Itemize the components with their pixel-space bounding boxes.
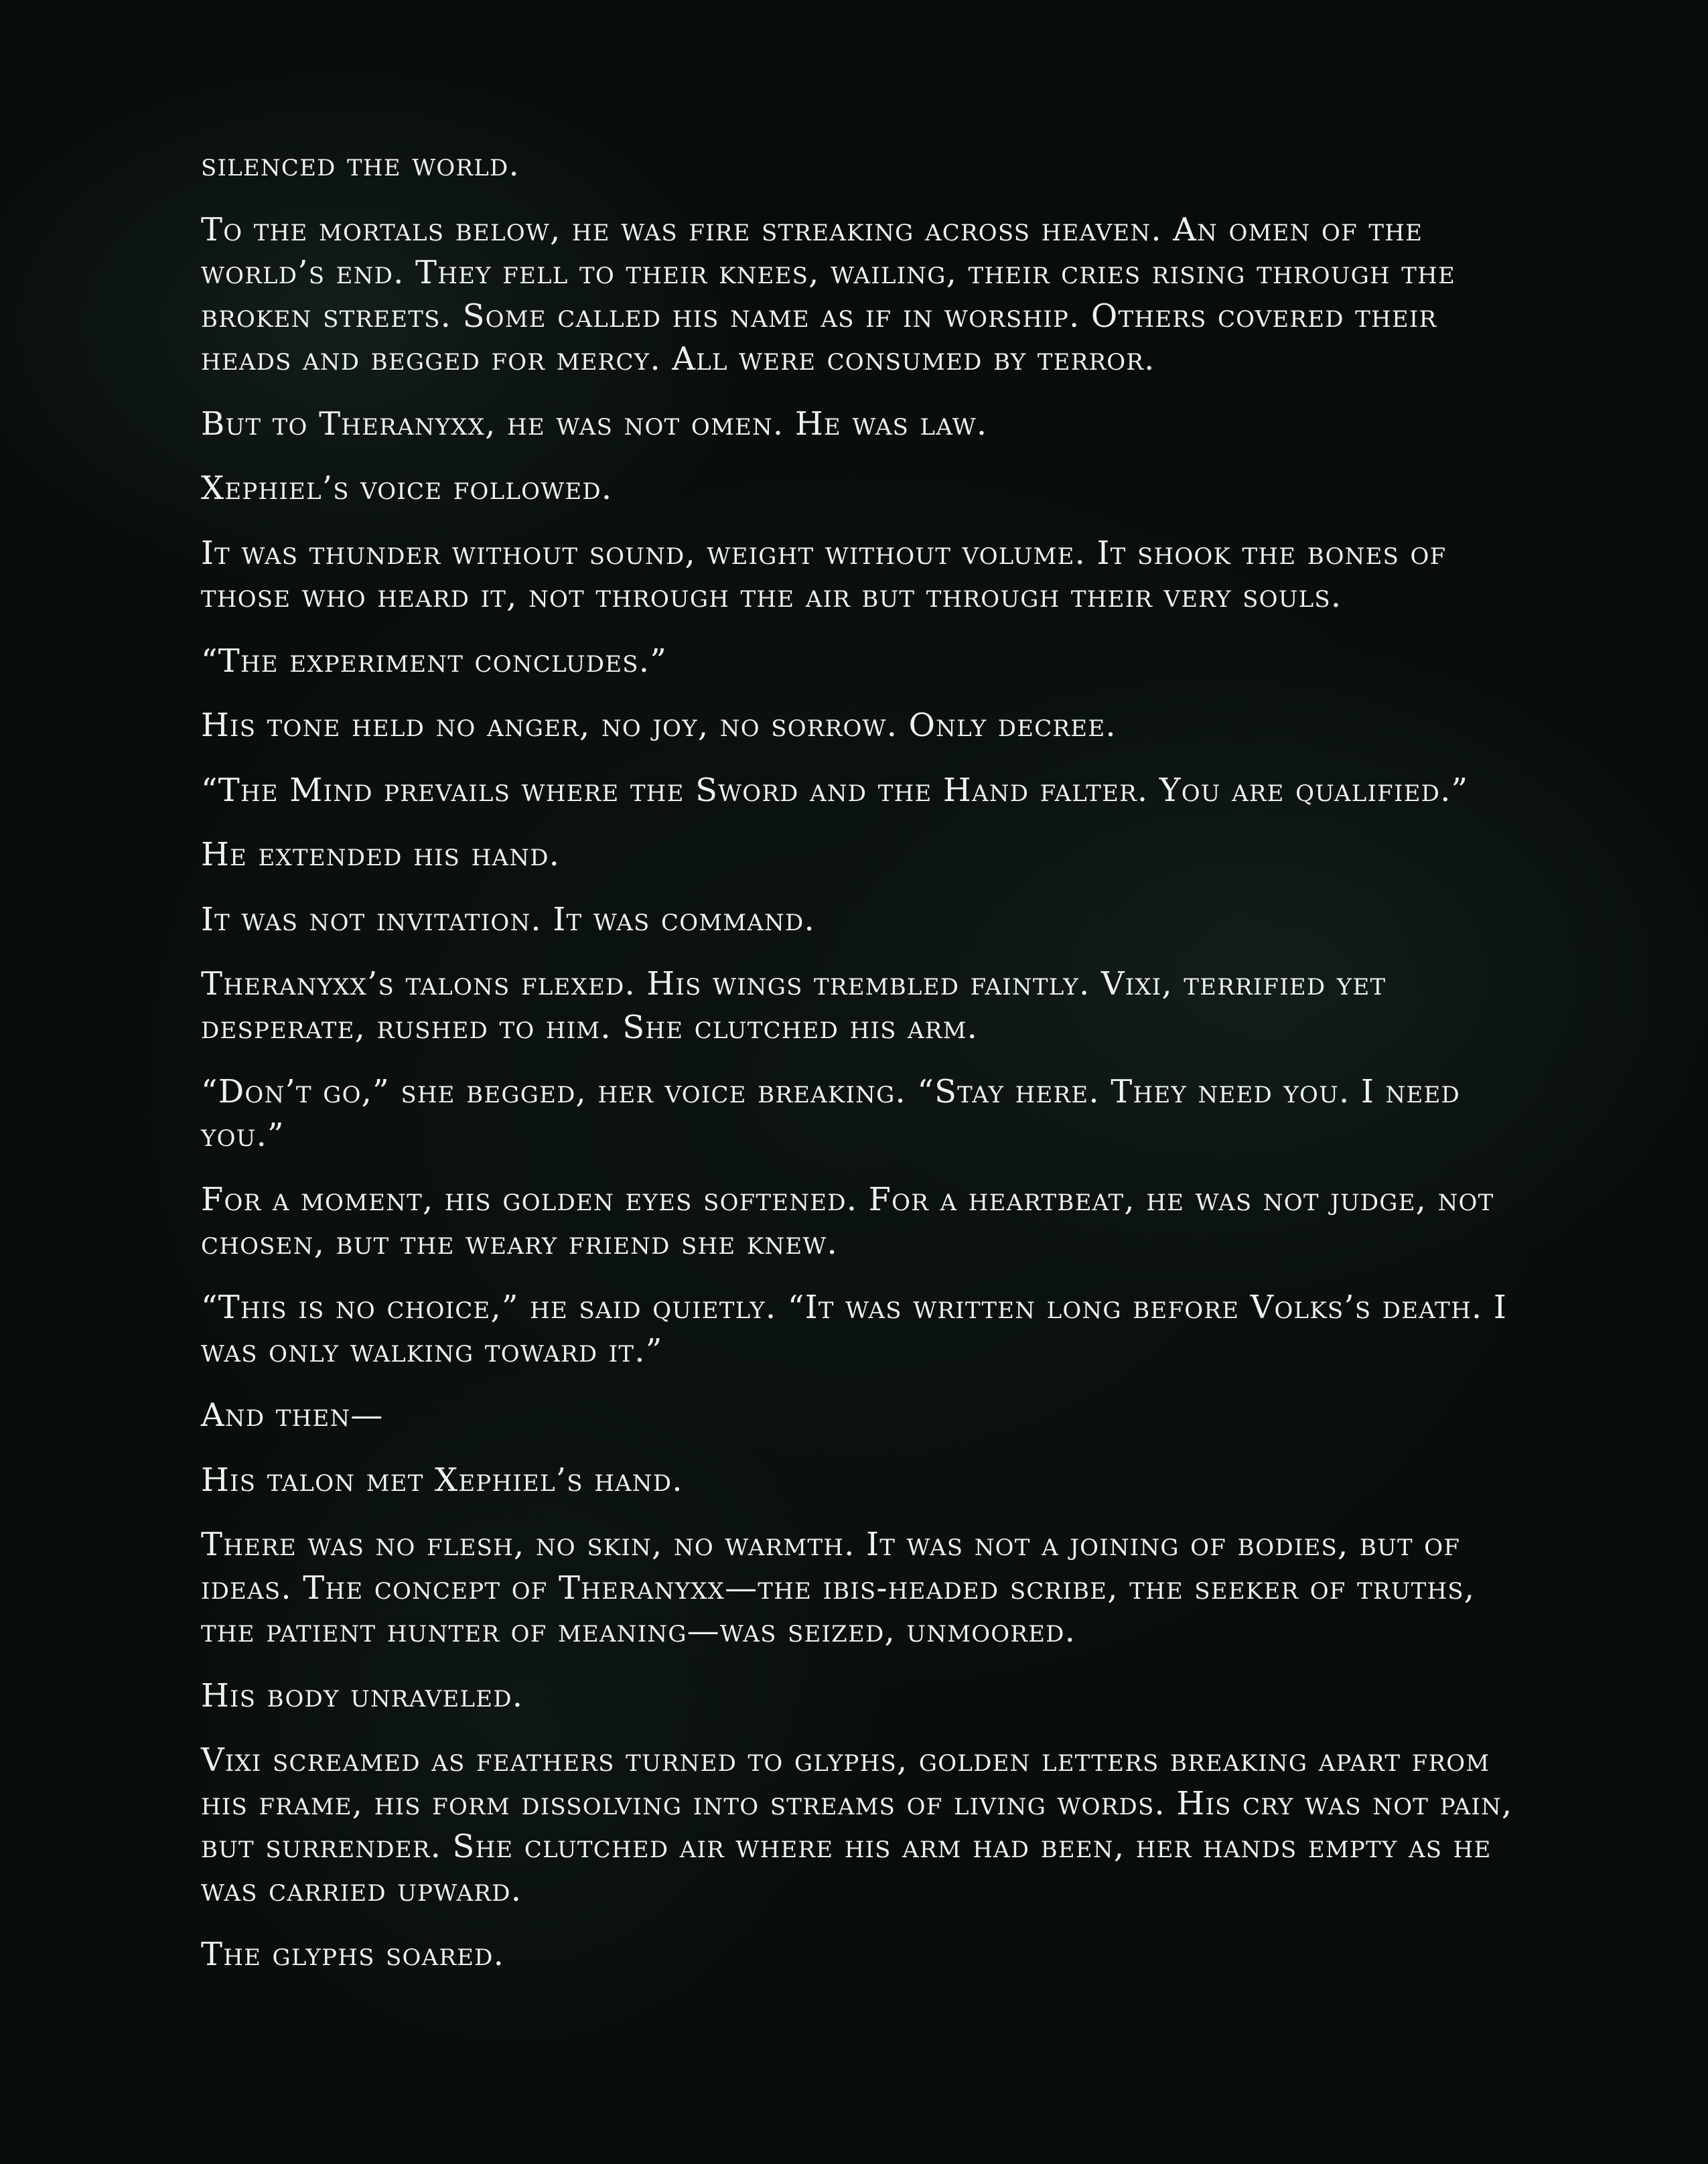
paragraph: Theranyxx’s talons flexed. His wings trembled faintly. Vixi, terrified yet desperate, rushed to him. She clutched his arm. <box>201 965 1386 1046</box>
paragraph: His tone held no anger, no joy, no sorrow. Only decree. <box>201 707 1117 744</box>
paragraph: “This is no choice,” he said quietly. “It was written long before Volks’s death. I was only walking toward it.” <box>201 1289 1507 1370</box>
paragraph: For a moment, his golden eyes softened. For a heartbeat, he was not judge, not chosen, but the weary friend she knew. <box>201 1181 1494 1262</box>
paragraph: “The experiment concludes.” <box>201 642 667 680</box>
paragraph: The glyphs soared. <box>201 1936 505 1973</box>
paragraph: His talon met Xephiel’s hand. <box>201 1461 683 1499</box>
paragraph: silenced the world. <box>201 146 520 184</box>
paragraph: “The Mind prevails where the Sword and the Hand falter. You are qualified.” <box>201 771 1469 809</box>
paragraph: Xephiel’s voice followed. <box>201 470 613 507</box>
paragraph: But to Theranyxx, he was not omen. He was law. <box>201 405 988 443</box>
paragraph: There was no flesh, no skin, no warmth. It was not a joining of bodies, but of ideas. The concept of Theranyxx—the ibis-headed scribe, the seeker of truths, the patient hunter of meaning—was seized, unmoored. <box>201 1526 1476 1650</box>
paragraph: He extended his hand. <box>201 836 561 873</box>
paragraph: “Don’t go,” she begged, her voice breaking. “Stay here. They need you. I need you.” <box>201 1073 1460 1154</box>
paragraph: It was not invitation. It was command. <box>201 900 815 938</box>
paragraph: Vixi screamed as feathers turned to glyphs, golden letters breaking apart from his frame, his form dissolving into streams of living words. His cry was not pain, but surrender. She clutched air where his arm had been, her hands empty as he was carried upward. <box>201 1741 1513 1909</box>
paragraph: To the mortals below, he was fire streaking across heaven. An omen of the world’s end. They fell to their knees, wailing, their cries rising through the broken streets. Some called his name as if in worship. Others covered their heads and begged for mercy. All were consumed by terror. <box>201 210 1455 378</box>
paragraph: And then— <box>201 1396 384 1434</box>
paragraph: His body unraveled. <box>201 1676 524 1715</box>
story-text <box>201 143 1514 1998</box>
paragraph: It was thunder without sound, weight without volume. It shook the bones of those who heard it, not through the air but through their very souls. <box>201 534 1447 615</box>
